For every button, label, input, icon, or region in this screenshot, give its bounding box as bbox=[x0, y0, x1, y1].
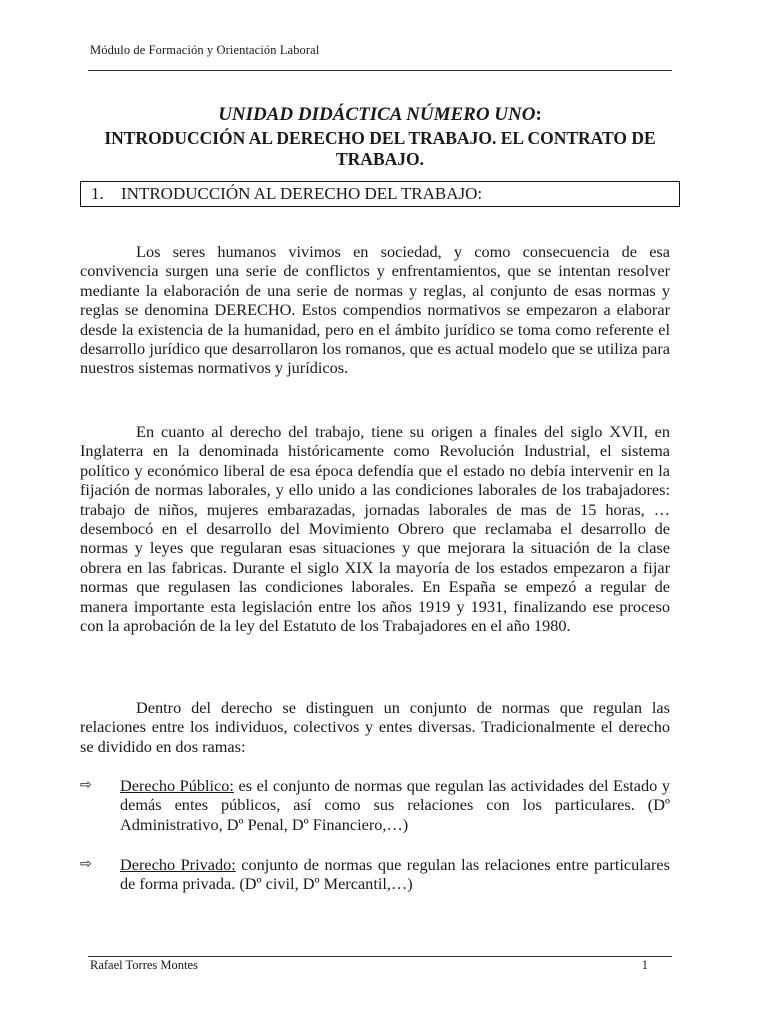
list-item-term: Derecho Público: bbox=[120, 776, 234, 795]
arrow-right-icon: ⇨ bbox=[80, 777, 92, 793]
section-number: 1. bbox=[91, 184, 104, 203]
unit-title-colon: : bbox=[535, 104, 542, 125]
list-item-term: Derecho Privado: bbox=[120, 855, 236, 874]
header-divider bbox=[88, 70, 672, 71]
section-title: INTRODUCCIÓN AL DERECHO DEL TRABAJO: bbox=[121, 184, 483, 203]
page-number: 1 bbox=[641, 958, 648, 972]
unit-title-text: UNIDAD DIDÁCTICA NÚMERO UNO bbox=[218, 104, 536, 125]
list-item-text bbox=[120, 776, 670, 834]
footer-author: Rafael Torres Montes bbox=[90, 958, 198, 972]
list-item-description: es el conjunto de normas que regulan las actividades del Estado y demás entes públicos, así como sus relaciones con los particulares. (Dº Administrativo, Dº Penal, Dº Financiero,…) bbox=[120, 776, 670, 834]
unit-title bbox=[88, 104, 672, 126]
running-header: Módulo de Formación y Orientación Laboral bbox=[90, 43, 320, 57]
footer-divider bbox=[88, 956, 672, 957]
arrow-right-icon: ⇨ bbox=[80, 856, 92, 872]
title-block bbox=[88, 104, 672, 170]
section-heading bbox=[80, 181, 680, 207]
list-item-description: conjunto de normas que regulan las relaciones entre particulares de forma privada. (Dº civil, Dº Mercantil,…) bbox=[120, 855, 670, 894]
paragraph: Dentro del derecho se distinguen un conjunto de normas que regulan las relaciones entre los individuos, colectivos y entes diversas. Tradicionalmente el derecho se dividido en dos ramas: bbox=[80, 698, 670, 756]
list-item-derecho-publico bbox=[80, 776, 670, 834]
unit-subtitle: INTRODUCCIÓN AL DERECHO DEL TRABAJO. EL CONTRATO DE TRABAJO. bbox=[104, 128, 656, 169]
list-item-derecho-privado bbox=[80, 855, 670, 894]
paragraph: En cuanto al derecho del trabajo, tiene su origen a finales del siglo XVII, en Inglaterra en la denominada históricamente como Revolución Industrial, el sistema político y económico liberal de esa época defendía que el estado no debía intervenir en la fijación de normas laborales, y ello unido a las condiciones laborales de los trabajadores: trabajo de niños, mujeres embarazadas, jornadas laborales de mas de 15 horas, … desembocó en el desarrollo del Movimiento Obrero que reclamaba el desarrollo de normas y leyes que regularan esas situaciones y que mejorara la situación de la clase obrera en las fabricas. Durante el siglo XIX la mayoría de los estados empezaron a fijar normas que regulasen las condiciones laborales. En España se empezó a regular de manera importante esta legislación entre los años 1919 y 1931, finalizando ese proceso con la aprobación de la ley del Estatuto de los Trabajadores en el año 1980. bbox=[80, 422, 670, 636]
list-item-text bbox=[120, 855, 670, 894]
paragraph: Los seres humanos vivimos en sociedad, y como consecuencia de esa convivencia surgen una serie de conflictos y enfrentamientos, que se intentan resolver mediante la elaboración de una serie de normas y reglas, al conjunto de esas normas y reglas se denomina DERECHO. Estos compendios normativos se empezaron a elaborar desde la existencia de la humanidad, pero en el ámbito jurídico se toma como referente el desarrollo jurídico que desarrollaron los romanos, que es actual modelo que se utiliza para nuestros sistemas normativos y jurídicos. bbox=[80, 242, 670, 378]
